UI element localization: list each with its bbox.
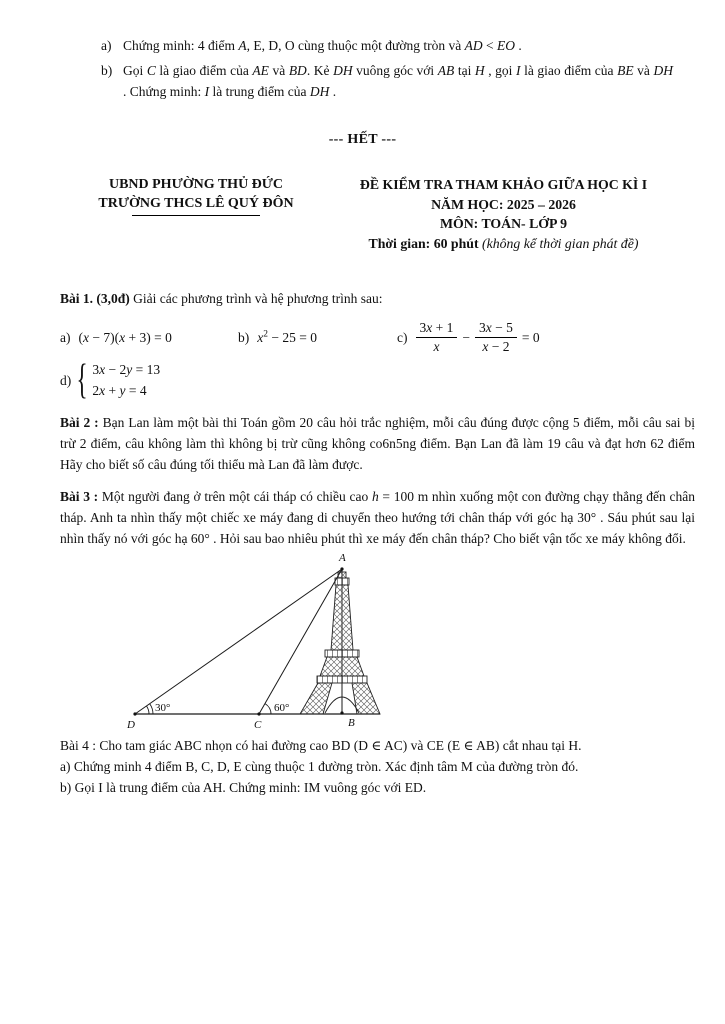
organization-line1: UBND PHƯỜNG THỦ ĐỨC — [108, 177, 284, 192]
label-c: C — [254, 719, 262, 729]
previous-problem-items — [101, 0, 673, 102]
fraction-1-denominator: x — [433, 339, 440, 354]
fraction-1 — [416, 319, 458, 355]
point-c — [257, 712, 260, 715]
problem2-label: Bài 2 : — [60, 415, 103, 430]
organization-line2: TRƯỜNG THCS LÊ QUÝ ĐÔN — [98, 196, 294, 211]
system-equation-1: 3x − 2y = 13 — [92, 362, 161, 377]
equation-b-expression: $x^2 - 25 = 0$ — [257, 329, 317, 345]
minus-sign: − — [462, 329, 470, 345]
angle-label-60: 60° — [274, 702, 290, 714]
problem4-part-b: b) Gọi I là trung điểm của AH. Chứng minh: IM vuông góc với ED. — [60, 780, 427, 795]
equals-zero: = 0 — [521, 329, 540, 345]
item-a — [101, 35, 673, 56]
exam-header — [0, 175, 725, 253]
angle-arc-d-inner — [147, 706, 150, 714]
angle-arc-c — [265, 704, 271, 714]
exam-year: NĂM HỌC: 2025 – 2026 — [431, 196, 576, 212]
point-d — [133, 712, 136, 715]
item-a-text: Chứng minh: 4 điểm A, E, D, O cùng thuộc một đường tròn và AD < EO . — [123, 38, 522, 53]
problem4-intro — [60, 735, 695, 756]
angle-label-30: 30° — [155, 702, 171, 714]
system-equation-2: 2x + y = 4 — [92, 383, 147, 398]
organization-block — [72, 175, 320, 253]
problem1-instruction: Giải các phương trình và hệ phương trình sau: — [133, 291, 383, 306]
equation-d — [60, 359, 725, 401]
problem2-paragraph — [60, 412, 695, 475]
tower-figure — [55, 551, 455, 729]
header-underline — [132, 213, 260, 216]
eiffel-tower-icon — [300, 572, 380, 714]
item-b-label: b) — [101, 63, 113, 78]
angle-arc-d-outer — [150, 704, 153, 714]
problem4-text: Cho tam giác ABC nhọn có hai đường cao BD (D ∈ AC) và CE (E ∈ AB) cắt nhau tại H. — [99, 738, 582, 753]
problem1-label: Bài 1. (3,0đ) — [60, 291, 134, 306]
equation-b-label: b) — [238, 329, 250, 345]
problem3-paragraph — [60, 486, 695, 549]
equation-system — [92, 359, 160, 401]
system-brace: { — [76, 357, 88, 403]
exam-title: ĐỀ KIỂM TRA THAM KHẢO GIỮA HỌC KÌ I — [359, 177, 648, 192]
end-divider: --- HẾT --- — [328, 132, 397, 147]
equation-c-label: c) — [397, 329, 408, 345]
exam-subject: MÔN: TOÁN- LỚP 9 — [439, 216, 568, 231]
equation-b — [238, 327, 397, 348]
problem1-equations-row — [60, 317, 695, 357]
fraction-1-numerator: 3x + 1 — [416, 319, 458, 338]
equation-d-label: d) — [60, 372, 72, 388]
exam-duration — [320, 234, 687, 254]
sight-line-d — [135, 569, 342, 714]
equation-c — [397, 319, 540, 355]
point-a — [340, 567, 343, 570]
fraction-2 — [475, 319, 517, 355]
problem4-label: Bài 4 : — [60, 738, 100, 753]
problem3-label: Bài 3 : — [60, 489, 102, 504]
item-a-label: a) — [101, 38, 112, 53]
equation-c-expression — [416, 319, 540, 355]
label-b: B — [348, 717, 355, 729]
point-b — [340, 711, 343, 714]
exam-title-block — [320, 175, 687, 253]
problem4-part-a: a) Chứng minh 4 điểm B, C, D, E cùng thuộc 1 đường tròn. Xác định tâm M của đường tròn đó. — [60, 759, 579, 774]
label-a: A — [339, 552, 346, 564]
problem1-title — [60, 288, 695, 309]
duration-note: (không kể thời gian phát đề) — [482, 235, 639, 251]
equation-a-label: a) — [60, 329, 71, 345]
equation-a-expression: (x − 7)(x + 3) = 0 — [78, 329, 172, 345]
fraction-2-denominator: x − 2 — [482, 339, 510, 354]
item-b-text: Gọi C là giao điểm của AE và BD. Kẻ DH vuông góc với AB tại H , gọi I là giao điểm của BE và DH . Chứng minh: I là trung điểm của DH . — [123, 63, 673, 99]
duration-bold: Thời gian: 60 phút — [368, 235, 483, 251]
label-d: D — [127, 719, 135, 729]
fraction-2-numerator: 3x − 5 — [475, 319, 517, 338]
equation-a — [60, 327, 238, 348]
problem4-block — [60, 735, 695, 798]
item-b — [101, 60, 673, 102]
problem2-text: Bạn Lan làm một bài thi Toán gồm 20 câu hỏi trắc nghiệm, mỗi câu đúng được cộng 5 điểm, mỗi câu sai bị trừ 2 điểm, câu không làm thì không bị trừ cũng không co6n5ng điểm. Bạn Lan đã làm 19 câu và đạt hơn 62 điểm Hãy cho biết số câu đúng tối thiểu mà Lan đã làm được. — [60, 415, 695, 472]
problem3-text: Một người đang ở trên một cái tháp có chiều cao h = 100 m nhìn xuống một con đường chạy thẳng đến chân tháp. Anh ta nhìn thấy một chiếc xe máy đang di chuyển theo hướng tới chân tháp với góc hạ 30° . Sáu phút sau lại nhìn thấy nó với góc hạ 60° . Hỏi sau bao nhiêu phút thì xe máy đến chân tháp? Cho biết vận tốc xe máy không đổi. — [60, 489, 695, 546]
